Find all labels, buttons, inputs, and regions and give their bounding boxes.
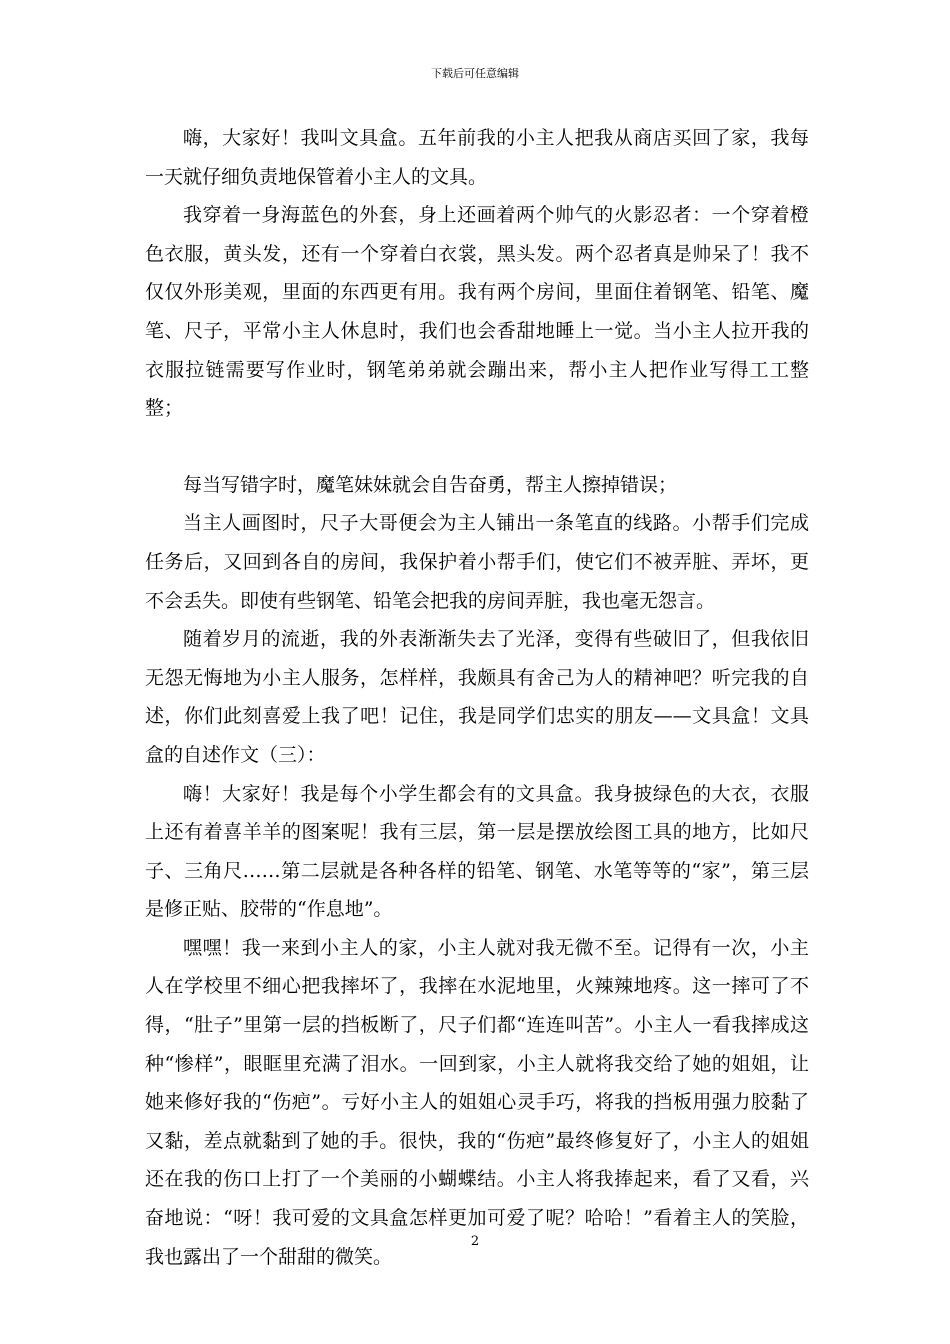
paragraph: 我穿着一身海蓝色的外套，身上还画着两个帅气的火影忍者：一个穿着橙色衣服，黄头发，还有一个穿着白衣裳，黑头发。两个忍者真是帅呆了！我不仅仅外形美观，里面的东西更有用。我有两个房间，里面住着钢笔、铅笔、魔笔、尺子，平常小主人休息时，我们也会香甜地睡上一觉。当小主人拉开我的衣服拉链需要写作业时，钢笔弟弟就会蹦出来，帮小主人把作业写得工工整整； — [145, 204, 809, 420]
paragraph-gap — [145, 428, 809, 466]
paragraph: 当主人画图时，尺子大哥便会为主人铺出一条笔直的线路。小帮手们完成任务后，又回到各自的房间，我保护着小帮手们，使它们不被弄脏、弄坏，更不会丢失。即使有些钢笔、铅笔会把我的房间弄脏，我也毫无怨言。 — [145, 512, 809, 612]
paragraph: 嗨，大家好！我叫文具盒。五年前我的小主人把我从商店买回了家，我每一天就仔细负责地保管着小主人的文具。 — [145, 127, 809, 188]
paragraph: 随着岁月的流逝，我的外表渐渐失去了光泽，变得有些破旧了，但我依旧无怨无悔地为小主人服务，怎样样，我颇具有舍己为人的精神吧？听完我的自述，你们此刻喜爱上我了吧！记住，我是同学们忠实的朋友——文具盒！文具盒的自述作文（三）： — [145, 628, 809, 766]
page-number: 2 — [470, 1234, 480, 1249]
paragraph: 嘿嘿！我一来到小主人的家，小主人就对我无微不至。记得有一次，小主人在学校里不细心把我摔坏了，我摔在水泥地里，火辣辣地疼。这一摔可了不得，“肚子”里第一层的挡板断了，尺子们都“连连叫苦”。小主人一看我摔成这种“惨样”，眼眶里充满了泪水。一回到家，小主人就将我交给了她的姐姐，让她来修好我的“伤疤”。亏好小主人的姐姐心灵手巧，将我的挡板用强力胶黏了又黏，差点就黏到了她的手。很快，我的“伤疤”最终修复好了，小主人的姐姐还在我的伤口上打了一个美丽的小蝴蝶结。小主人将我捧起来，看了又看，兴奋地说：“呀！我可爱的文具盒怎样更加可爱了呢？哈哈！”看着主人的笑脸，我也露出了一个甜甜的微笑。 — [145, 936, 809, 1268]
paragraph: 每当写错字时，魔笔妹妹就会自告奋勇，帮主人擦掉错误； — [183, 473, 678, 496]
paragraph: 嗨！大家好！我是每个小学生都会有的文具盒。我身披绿色的大衣，衣服上还有着喜羊羊的图案呢！我有三层，第一层是摆放绘图工具的地方，比如尺子、三角尺……第二层就是各种各样的铅笔、钢笔、水笔等等的“家”，第三层是修正贴、胶带的“作息地”。 — [145, 782, 809, 921]
document-body — [145, 119, 809, 1276]
page-header: 下载后可任意编辑 — [431, 67, 519, 80]
